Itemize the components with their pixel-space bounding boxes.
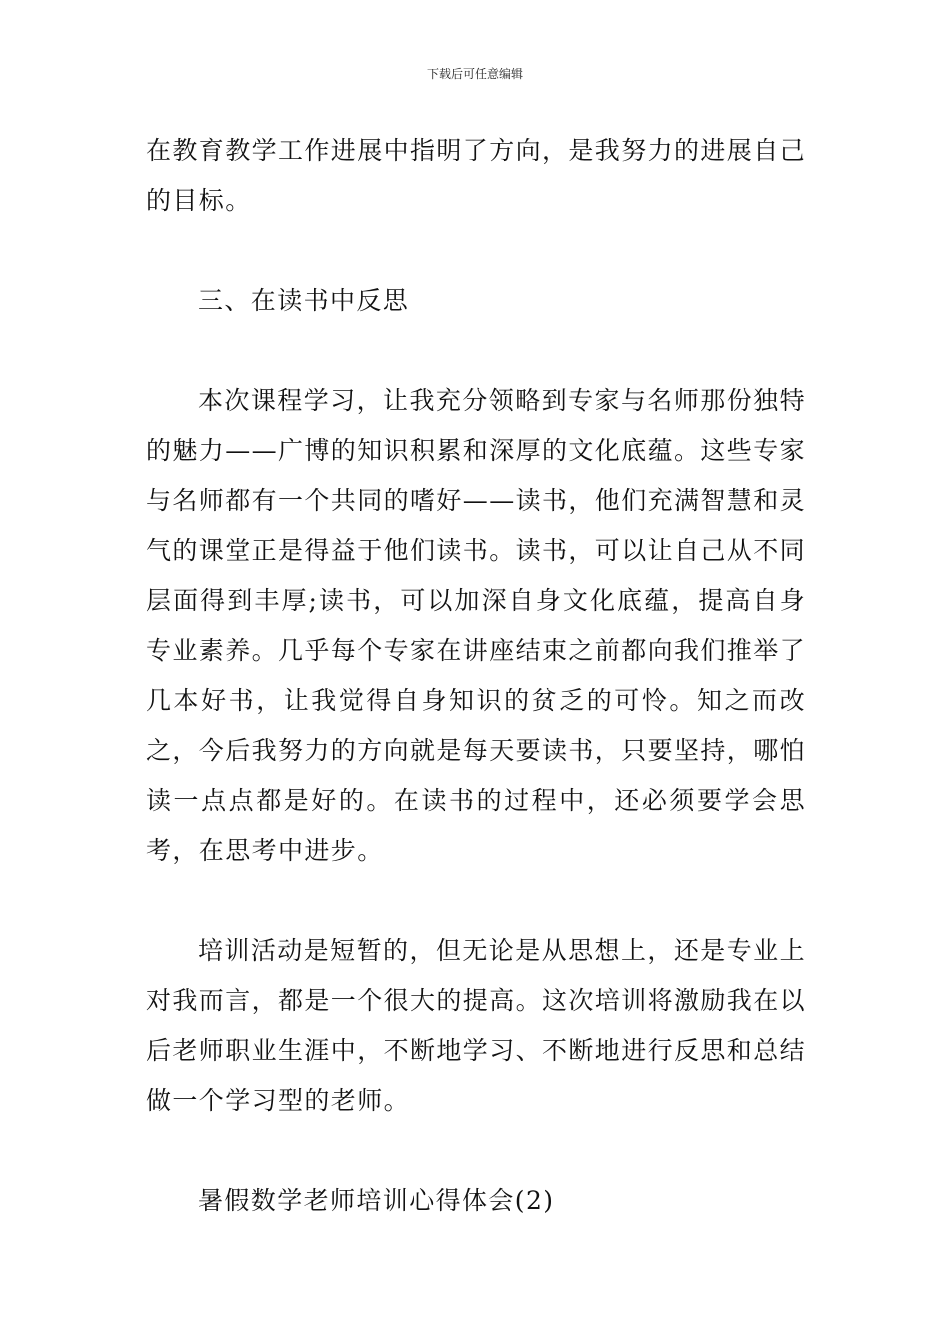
document-body bbox=[146, 126, 806, 1226]
paragraph-training-summary: 培训活动是短暂的，但无论是从思想上，还是专业上对我而言，都是一个很大的提高。这次培训将激励我在以后老师职业生涯中，不断地学习、不断地进行反思和总结做一个学习型的老师。 bbox=[146, 936, 807, 1115]
paragraph-reading-reflection: 本次课程学习，让我充分领略到专家与名师那份独特的魅力——广博的知识积累和深厚的文化底蕴。这些专家与名师都有一个共同的嗜好——读书，他们充满智慧和灵气的课堂正是得益于他们读书。读书，可以让自己从不同层面得到丰厚;读书，可以加深自身文化底蕴，提高自身专业素养。几乎每个专家在讲座结束之前都向我们推举了几本好书，让我觉得自身知识的贫乏的可怜。知之而改之，今后我努力的方向就是每天要读书，只要坚持，哪怕读一点点都是好的。在读书的过程中，还必须要学会思考，在思考中进步。 bbox=[146, 386, 807, 865]
paragraph-continuation: 在教育教学工作进展中指明了方向，是我努力的进展自己的目标。 bbox=[146, 136, 807, 215]
page-header: 下载后可任意编辑 bbox=[426, 67, 523, 81]
next-article-title: 暑假数学老师培训心得体会(2) bbox=[198, 1186, 555, 1215]
section-heading: 三、在读书中反思 bbox=[198, 286, 410, 315]
